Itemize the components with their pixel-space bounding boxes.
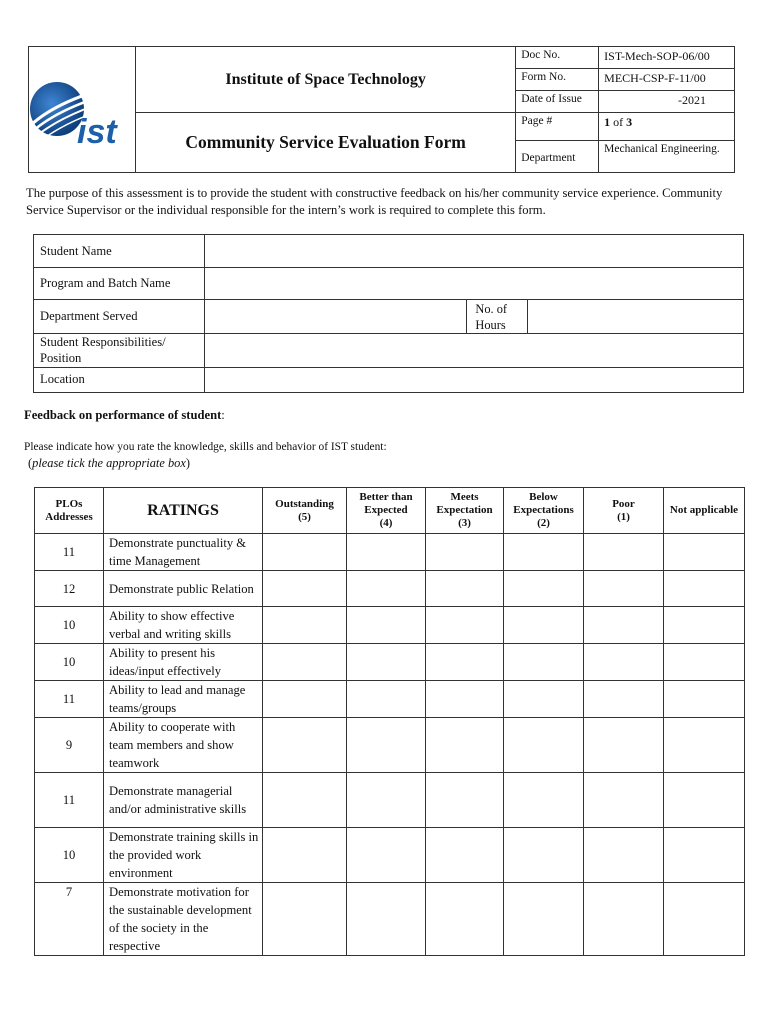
scale-label: Better than Expected: [359, 491, 413, 516]
rating-tick-box[interactable]: [504, 773, 584, 828]
rating-row: [35, 828, 745, 883]
rating-tick-box[interactable]: [426, 883, 504, 956]
rating-tick-box[interactable]: [504, 607, 584, 644]
rating-tick-box[interactable]: [584, 571, 664, 607]
scale-label: Not applicable: [669, 504, 739, 516]
rating-row: [35, 607, 745, 644]
ist-logo: [29, 47, 133, 167]
criterion-cell: Demonstrate motivation for the sustainable development of the society in the respective: [104, 883, 263, 956]
logo-cell: [29, 47, 136, 173]
rating-tick-box[interactable]: [426, 534, 504, 571]
criterion-cell: Ability to show effective verbal and writing skills: [104, 607, 263, 644]
rating-row: [35, 681, 745, 718]
scale-label: Outstanding: [275, 497, 334, 510]
form-title: Community Service Evaluation Form: [135, 113, 515, 173]
rating-row: [35, 571, 745, 607]
plo-cell: 10: [35, 828, 104, 883]
criterion-cell: Demonstrate training skills in the provided work environment: [104, 828, 263, 883]
plo-cell: 9: [35, 718, 104, 773]
scale-score: (5): [298, 510, 311, 523]
hours-label: No. of Hours: [467, 300, 528, 333]
responsibilities-label: Student Responsibilities/ Position: [34, 333, 205, 367]
rating-tick-box[interactable]: [426, 571, 504, 607]
rating-tick-box[interactable]: [664, 607, 745, 644]
plo-cell: 10: [35, 607, 104, 644]
ratings-header: RATINGS: [104, 488, 263, 534]
rating-tick-box[interactable]: [347, 883, 426, 956]
rating-tick-box[interactable]: [664, 681, 745, 718]
form-no-value: MECH-CSP-F-11/00: [599, 69, 735, 91]
doc-no-label: Doc No.: [516, 47, 599, 69]
responsibilities-field[interactable]: [204, 333, 743, 367]
plo-cell: 11: [35, 681, 104, 718]
page-label: Page #: [516, 113, 599, 141]
rating-tick-box[interactable]: [426, 828, 504, 883]
scale-score: (1): [617, 510, 630, 523]
criterion-cell: Demonstrate public Relation: [104, 571, 263, 607]
page-of: of: [610, 115, 627, 129]
rating-tick-box[interactable]: [584, 644, 664, 681]
rating-tick-box[interactable]: [263, 644, 347, 681]
plo-cell: 11: [35, 534, 104, 571]
rating-tick-box[interactable]: [504, 644, 584, 681]
rating-row: [35, 773, 745, 828]
rating-tick-box[interactable]: [347, 644, 426, 681]
rating-tick-box[interactable]: [584, 718, 664, 773]
rating-tick-box[interactable]: [584, 681, 664, 718]
rating-tick-box[interactable]: [664, 571, 745, 607]
rating-row: [35, 534, 745, 571]
rating-tick-box[interactable]: [664, 534, 745, 571]
feedback-heading: [24, 408, 225, 423]
criterion-cell: Ability to present his ideas/input effectively: [104, 644, 263, 681]
rating-tick-box[interactable]: [263, 607, 347, 644]
rating-row: [35, 718, 745, 773]
program-batch-label: Program and Batch Name: [34, 268, 205, 300]
date-of-issue-label: Date of Issue: [516, 91, 599, 113]
date-of-issue-value: -2021: [599, 91, 735, 113]
rating-tick-box[interactable]: [504, 571, 584, 607]
rating-tick-box[interactable]: [263, 773, 347, 828]
doc-no-value: IST-Mech-SOP-06/00: [599, 47, 735, 69]
logo-text: ist: [77, 113, 117, 151]
page-total: 3: [626, 115, 633, 129]
institute-name: Institute of Space Technology: [135, 47, 515, 113]
rating-tick-box[interactable]: [504, 718, 584, 773]
rating-tick-box[interactable]: [347, 571, 426, 607]
rating-tick-box[interactable]: [664, 644, 745, 681]
scale-score: (2): [537, 517, 550, 529]
scale-label: Meets Expectation: [436, 491, 493, 516]
plo-header: PLOs Addresses: [35, 488, 104, 534]
criterion-cell: Ability to lead and manage teams/groups: [104, 681, 263, 718]
scale-score: (4): [379, 517, 393, 529]
rating-tick-box[interactable]: [347, 681, 426, 718]
hours-field[interactable]: [528, 300, 744, 333]
rating-tick-box[interactable]: [584, 883, 664, 956]
scale-label: Poor: [612, 497, 635, 510]
rating-tick-box[interactable]: [263, 828, 347, 883]
note-close: ): [185, 456, 190, 470]
rating-tick-box[interactable]: [347, 828, 426, 883]
plo-cell: 10: [35, 644, 104, 681]
rating-tick-box[interactable]: [664, 718, 745, 773]
scale-outstanding-header: [263, 488, 347, 534]
rating-tick-box[interactable]: [263, 534, 347, 571]
student-name-label: Student Name: [34, 235, 205, 268]
rating-tick-box[interactable]: [584, 534, 664, 571]
scale-na-header: [664, 488, 745, 534]
rating-tick-box[interactable]: [504, 681, 584, 718]
student-info-table: [33, 234, 744, 393]
intro-paragraph: The purpose of this assessment is to provide the student with constructive feedback on his/her community service experience. Community Service Supervisor or the individual responsible for the intern’s work is required to complete this form.: [26, 186, 723, 217]
feedback-heading-colon: :: [221, 408, 225, 422]
feedback-note: [28, 456, 190, 471]
rating-tick-box[interactable]: [426, 681, 504, 718]
department-value: Mechanical Engineering.: [599, 141, 735, 173]
rating-tick-box[interactable]: [347, 607, 426, 644]
document-header: [28, 46, 735, 173]
page-current: 1: [604, 115, 611, 129]
location-label: Location: [34, 367, 205, 392]
plo-cell: 11: [35, 773, 104, 828]
rating-tick-box[interactable]: [504, 828, 584, 883]
scale-label: Below Expectations: [513, 491, 574, 516]
student-name-field[interactable]: [204, 235, 743, 268]
rating-tick-box[interactable]: [426, 773, 504, 828]
rating-tick-box[interactable]: [664, 828, 745, 883]
criterion-cell: Demonstrate punctuality & time Management: [104, 534, 263, 571]
rating-tick-box[interactable]: [584, 828, 664, 883]
rating-tick-box[interactable]: [347, 773, 426, 828]
feedback-instruction: Please indicate how you rate the knowledge, skills and behavior of IST student:: [24, 441, 387, 453]
rating-tick-box[interactable]: [263, 718, 347, 773]
rating-tick-box[interactable]: [347, 718, 426, 773]
scale-meets-header: [426, 488, 504, 534]
plo-cell: 12: [35, 571, 104, 607]
scale-better-header: [347, 488, 426, 534]
feedback-heading-text: Feedback on performance of student: [24, 408, 222, 422]
plo-cell: 7: [35, 883, 104, 956]
program-batch-field[interactable]: [204, 268, 743, 300]
rating-tick-box[interactable]: [584, 773, 664, 828]
rating-tick-box[interactable]: [504, 883, 584, 956]
rating-tick-box[interactable]: [263, 681, 347, 718]
scale-below-header: [504, 488, 584, 534]
rating-tick-box[interactable]: [426, 718, 504, 773]
department-label: Department: [516, 141, 599, 173]
form-no-label: Form No.: [516, 69, 599, 91]
rating-tick-box[interactable]: [504, 534, 584, 571]
department-served-field[interactable]: [204, 300, 467, 333]
rating-tick-box[interactable]: [263, 883, 347, 956]
criterion-cell: Ability to cooperate with team members and show teamwork: [104, 718, 263, 773]
rating-tick-box[interactable]: [664, 883, 745, 956]
rating-tick-box[interactable]: [263, 571, 347, 607]
location-field[interactable]: [204, 367, 743, 392]
rating-row: [35, 883, 745, 956]
ratings-table: [34, 487, 745, 956]
note-open: (: [28, 456, 33, 470]
scale-score: (3): [458, 517, 471, 529]
department-served-label: Department Served: [34, 300, 205, 333]
rating-tick-box[interactable]: [426, 607, 504, 644]
scale-poor-header: [584, 488, 664, 534]
page-value: [599, 113, 735, 141]
ratings-header-row: [35, 488, 745, 534]
rating-tick-box[interactable]: [664, 773, 745, 828]
note-text: please tick the appropriate box: [32, 456, 186, 470]
rating-tick-box[interactable]: [426, 644, 504, 681]
criterion-cell: Demonstrate managerial and/or administrative skills: [104, 773, 263, 828]
rating-tick-box[interactable]: [584, 607, 664, 644]
rating-row: [35, 644, 745, 681]
rating-tick-box[interactable]: [347, 534, 426, 571]
